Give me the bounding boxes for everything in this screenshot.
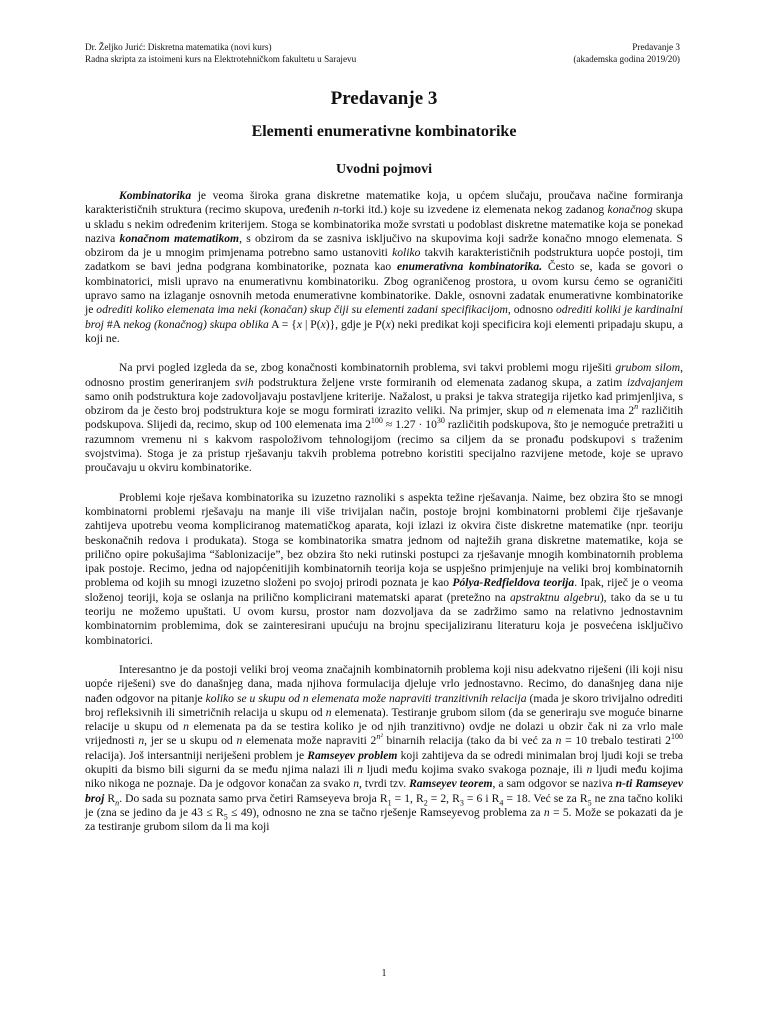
superscript: n² [376, 732, 383, 742]
italic-text: n [543, 805, 550, 819]
italic-text: x [296, 317, 303, 331]
italic-text: izdvajanjem [626, 375, 683, 389]
body-text [85, 189, 683, 834]
superscript: 100 [670, 732, 683, 742]
subscript: 5 [587, 797, 592, 807]
bold-italic-term: enumerativna kombinatorika. [396, 260, 543, 274]
bold-italic-term: Ramseyev teorem [409, 777, 493, 791]
chapter-title: Elementi enumerativne kombinatorike [251, 123, 517, 140]
italic-text: apstraktnu algebru [509, 590, 600, 604]
subscript: 5 [223, 812, 228, 822]
header-institution: Radna skripta za istoimeni kurs na Elektrotehničkom fakultetu u Sarajevu [85, 54, 357, 64]
italic-text: n [555, 734, 562, 748]
subscript: n [115, 797, 120, 807]
page-number: 1 [381, 968, 387, 979]
italic-text: grubom silom [615, 361, 681, 375]
subscript: 2 [423, 797, 428, 807]
running-header-left [85, 41, 356, 65]
bold-italic-term: Pólya-Redfieldova teorija [452, 576, 575, 590]
superscript: 30 [436, 416, 445, 426]
italic-text: n [353, 777, 360, 791]
bold-italic-term: n-ti Ramseyev broj [85, 777, 683, 805]
bold-italic-term: Ramseyev problem [307, 748, 398, 762]
superscript: n [634, 402, 639, 412]
paragraph: Na prvi pogled izgleda da se, zbog konačnosti kombinatornih problema, svi takvi problemi mogu riješiti grubom silom, odnosno prostim generiranjem svih podstruktura željene vrste formiranih od elemenata zadanog skupa, a zatim izdvajanjem samo onih podstruktura koje zadovoljavaju postavljene kriterije. Nažalost, u praksi je takva strategija rijetko kad primjenljiva, s obzirom da je često broj podstruktura koje se mogu formirati izrazito veliki. Na primjer, skup od n elemenata ima 2$^n$ različitih podskupova. Slijedi da, recimo, skup od 100 elemenata ima $2^{100} \approx 1.27 \cdot 10^{30}$ različitih podskupova, što je nemoguće pretražiti u razumnom vremenu ni s kakvom raspoloživom tehnologijom (recimo sa ciljem da se pronađu podskupovi s traženim svojstvima). Stoga je za pristup rješavanju takvih problema potrebno koristiti specijalno razvijene metode, koje se upravo proučavaju u okviru kombinatorike. [85, 361, 683, 475]
section-title: Uvodni pojmovi [335, 162, 433, 177]
subscript: 4 [499, 797, 504, 807]
bold-italic-term: Kombinatorika [119, 189, 192, 202]
italic-text: n [325, 705, 332, 719]
italic-text: x [385, 317, 391, 331]
paragraph: Problemi koje rješava kombinatorika su izuzetno raznoliki s aspekta težine rješavanja. Naime, bez obzira što se mnogi kombinatorni problemi rješavaju na manje ili više trivijalan način, postoje brojni kombinatorni problemi čije rješavanje zahtijeva upotrebu veoma kompliciranog matematičkog aparata, koji izlazi iz okvira čiste diskretne matematike (npr. teoriju beskonačnih redova i produkata). Stoga se kombinatorika smatra jednom od najtežih grana diskretne matematike, koja se prilično opire pokušajima “šablonizacije”, bez obzira što neki rutinski postupci za rješavanje mnogih kombinatornih problema ipak postoje. Recimo, jedna od najopćenitijih kombinatornih teorija koja se uspješno primjenjuje na veliki broj kombinatornih problema od kojih su mnogi izuzetno složeni po svojoj prirodi poznata je kao Pólya-Redfieldova teorija. Ipak, riječ je o veoma složenoj teoriji, koja se oslanja na prilično komplicirani matematski aparat (pretežno na apstraktnu algebru), tako da se u tu teoriju ne možemo upuštati. U ovom kursu, prostor nam dozvoljava da se zadržimo samo na relativno jednostavnim kombinatornim problemima, dok se zainteresirani upućuju na brojnu specijaliziranu literaturu koja je posvećena isključivo kombinatorici. [85, 490, 683, 647]
italic-text: konačnog [607, 203, 653, 217]
header-author-course: Dr. Željko Jurić: Diskretna matematika (novi kurs) [85, 42, 272, 52]
italic-text: n [138, 734, 145, 748]
paragraph: Kombinatorika je veoma široka grana diskretne matematike koja, u općem slučaju, proučava načine formiranja karakterističnih struktura (recimo skupova, uređenih n-torki itd.) koje su izvedene iz elemenata nekog zadanog konačnog skupa u skladu s nekim određenim kriterijem. Stoga se kombinatorika može svrstati u podoblast diskretne matematike koja se ponekad naziva konačnom matematikom, s obzirom da se zasniva isključivo na skupovima koji sadrže konačno mnogo elemenata. S obzirom da je u mnogim primjenama potrebno samo ustanoviti koliko takvih karakterističnih podstruktura uopće postoji, tim zadatkom se bavi jedna podgrana kombinatorike, poznata kao enumerativna kombinatorika. Često se, kada se govori o kombinatorici, misli upravo na enumerativnu kombinatoriku. Zbog ograničenog prostora, u ovom kursu ćemo se ograničiti upravo samo na izlaganje osnovnih metoda enumerativne kombinatorike. Dakle, osnovni zadatak enumerativne kombinatorike je odrediti koliko elemenata ima neki (konačan) skup čiji su elementi zadani specifikacijom, odnosno odrediti koliki je kardinalni broj #A nekog (konačnog) skupa oblika A = {x | P(x)}, gdje je P(x) neki predikat koji specificira koji elementi pripadaju skupu, a koji ne. [85, 189, 684, 345]
italic-text: x [320, 317, 326, 331]
italic-text: n [183, 720, 189, 734]
italic-text: n [236, 734, 243, 748]
italic-text: koliko se u skupu od n elemenata može napraviti tranzitivnih relacija [205, 691, 527, 705]
italic-text: nekog (konačnog) skupa oblika [123, 317, 269, 331]
header-lecture: Predavanje 3 [632, 42, 680, 52]
italic-text: odrediti koliko elemenata ima neki (konačan) skup čiji su elementi zadani specifikacijom [96, 303, 508, 317]
italic-text: n [333, 203, 339, 217]
bold-italic-term: konačnom matematikom [119, 231, 240, 245]
paragraph: Interesantno je da postoji veliki broj veoma značajnih kombinatornih problema koji nisu adekvatno riješeni (ili koji nisu uopće riješeni) sve do današnjeg dana, mada njihova formulacija djeluje vrlo jednostavno. Recimo, do današnjeg dana nije nađen odgovor na pitanje koliko se u skupu od n elemenata može napraviti tranzitivnih relacija (mada je skoro trivijalno odrediti broj refleksivnih ili simetričnih relacija u skupu od n elemenata). Testiranje grubom silom (da se generiraju sve moguće binarne relacije u skupu od n elemenata pa da se testira koliko je od njih tranzitivno) ovdje ne dolazi u obzir čak ni za vrlo male vrijednosti n, jer se u skupu od n elemenata može napraviti $2^{n^2}$ binarnih relacija (tako da bi već za n = 10 trebalo testirati $2^{100}$ relacija). Još intersantniji neriješeni problem je Ramseyev problem koji zahtijeva da se odredi minimalan broj ljudi koji se treba okupiti da bismo bili sigurni da se među njima nalazi ili n ljudi među kojima svako svakoga poznaje, ili n ljudi među kojima niko nikoga ne poznaje. Da je odgovor konačan za svako n, tvrdi tzv. Ramseyev teorem, a sam odgovor se naziva n-ti Ramseyev broj $R_n$. Do sada su poznata samo prva četiri Ramseyeva broja $R_1 = 1$, $R_2 = 2$, $R_3 = 6$ i $R_4 = 18$. Već se za $R_5$ ne zna tačno koliki je (zna se jedino da je $43 \le R_5 \le 49$), odnosno ne zna se tačno rješenje Ramseyevog problema za n = 5. Može se pokazati da je za testiranje grubom silom da li ma koji [85, 662, 684, 834]
superscript: 100 [370, 416, 383, 426]
subscript: 3 [459, 797, 464, 807]
italic-text: odrediti koliki je kardinalni broj [85, 303, 684, 331]
italic-text: svih [234, 375, 254, 389]
lecture-title: Predavanje 3 [330, 88, 438, 109]
italic-text: n [586, 762, 593, 776]
subscript: 1 [387, 797, 392, 807]
italic-text: koliko [392, 246, 421, 260]
header-academic-year: (akademska godina 2019/20) [573, 54, 680, 64]
italic-text: n [357, 762, 363, 776]
italic-text: n [547, 404, 554, 418]
running-header-right [573, 41, 680, 65]
